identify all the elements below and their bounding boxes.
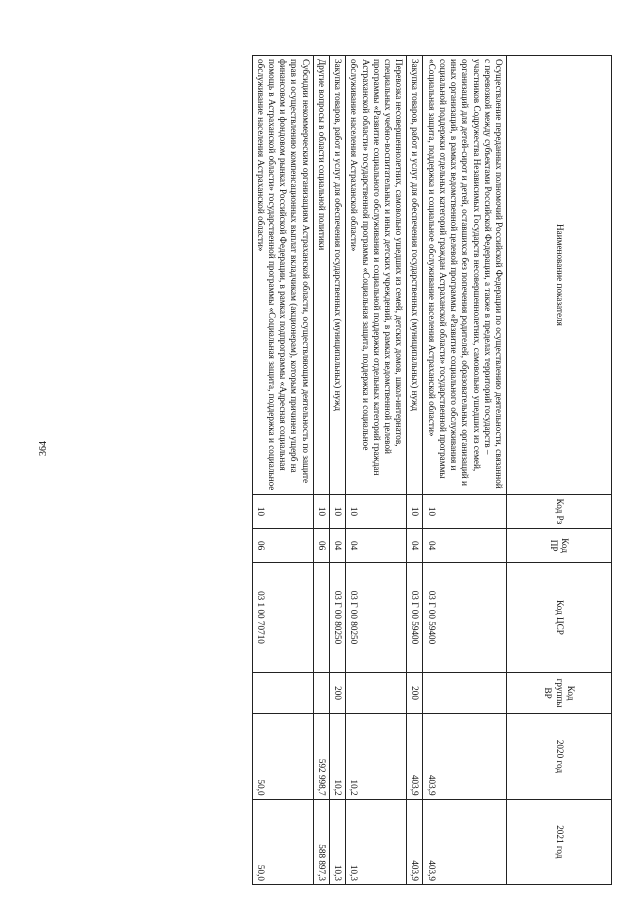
table-row [423, 56, 507, 885]
row-2020: 403,9 [407, 714, 423, 799]
row-vr [423, 672, 507, 713]
row-name: Другие вопросы в области социальной политики [313, 56, 329, 495]
table-row [313, 56, 329, 885]
header-csr: Код ЦСР [507, 563, 612, 673]
row-2021: 403,9 [423, 799, 507, 884]
table-row [329, 56, 345, 885]
row-2020: 592 998,7 [313, 714, 329, 799]
header-pr: Код ПР [507, 529, 612, 563]
row-2021: 588 897,3 [313, 799, 329, 884]
row-pr: 06 [313, 529, 329, 563]
row-2020: 50,0 [252, 714, 313, 799]
header-rz: Код Рз [507, 494, 612, 528]
row-2021: 10,3 [346, 799, 407, 884]
table-row [346, 56, 407, 885]
row-rz: 10 [313, 494, 329, 528]
row-csr: 03 1 00 70710 [252, 563, 313, 673]
row-2020: 10,2 [346, 714, 407, 799]
row-2021: 10,3 [329, 799, 345, 884]
row-name: Перевозка несовершеннолетних, самовольно ушедших из семей, детских домов, школ-интернатов, специальных учебно-воспитательных и иных детских учреждений, в рамках ведомственной целевой программы «Развитие социального обслуживания и социальной поддержки отдельных категорий граждан Астраханской области» государственной программы «Социальная защита, поддержка и социальное обслуживание населения Астраханской области» [346, 56, 407, 495]
row-2020: 10,2 [329, 714, 345, 799]
row-pr: 06 [252, 529, 313, 563]
row-name: Осуществление переданных полномочий Российской Федерации по осуществлению деятельности, связанной с перевозкой между субъектами Российской Федерации, а также в пределах территорий государств – участников Содружества Независимых Государств несовершеннолетних, самовольно ушедших из семей, организаций для детей-сирот и детей, оставшихся без попечения родителей, образовательных организаций и иных организаций, в рамках ведомственной целевой программы «Развитие социального обслуживания и социальной поддержки отдельных категорий граждан Астраханской области» государственной программы «Социальная защита, поддержка и социальное обслуживание населения Астраханской области» [423, 56, 507, 495]
row-name: Закупка товаров, работ и услуг для обеспечения государственных (муниципальных) нужд [329, 56, 345, 495]
row-pr: 04 [407, 529, 423, 563]
row-rz: 10 [329, 494, 345, 528]
row-vr [252, 672, 313, 713]
page-number: 364 [38, 441, 49, 456]
row-rz: 10 [346, 494, 407, 528]
row-2021: 50,0 [252, 799, 313, 884]
row-vr: 200 [407, 672, 423, 713]
row-csr: 03 Г 00 80250 [346, 563, 407, 673]
row-csr: 03 Г 00 80250 [329, 563, 345, 673]
row-2020: 403,9 [423, 714, 507, 799]
row-rz: 10 [407, 494, 423, 528]
header-2020: 2020 год [507, 714, 612, 799]
header-2021: 2021 год [507, 799, 612, 884]
header-name: Наименование показателя [507, 56, 612, 495]
row-csr [313, 563, 329, 673]
budget-table [252, 55, 612, 885]
row-csr: 03 Г 00 59400 [423, 563, 507, 673]
row-name: Закупка товаров, работ и услуг для обеспечения государственных (муниципальных) нужд [407, 56, 423, 495]
table-row [407, 56, 423, 885]
row-rz: 10 [252, 494, 313, 528]
row-pr: 04 [329, 529, 345, 563]
header-vr: Код группы ВР [507, 672, 612, 713]
row-csr: 03 Г 00 59400 [407, 563, 423, 673]
row-pr: 04 [346, 529, 407, 563]
row-vr [346, 672, 407, 713]
row-2021: 403,9 [407, 799, 423, 884]
row-vr: 200 [329, 672, 345, 713]
table-header-row [507, 56, 612, 885]
row-name: Субсидии некоммерческим организациям Астраханской области, осуществляющим деятельность по защите прав и осуществлению компенсационных выплат вкладчикам (акционерам), которым причинен ущерб на финансовом и фондовом рынках Российской Федерации, в рамках подпрограммы «Адресная социальная помощь в Астраханской области» государственной программы «Социальная защита, поддержка и социальное обслуживание населения Астраханской области» [252, 56, 313, 495]
table-row [252, 56, 313, 885]
row-pr: 04 [423, 529, 507, 563]
rotated-page-content [107, 55, 612, 885]
row-rz: 10 [423, 494, 507, 528]
row-vr [313, 672, 329, 713]
